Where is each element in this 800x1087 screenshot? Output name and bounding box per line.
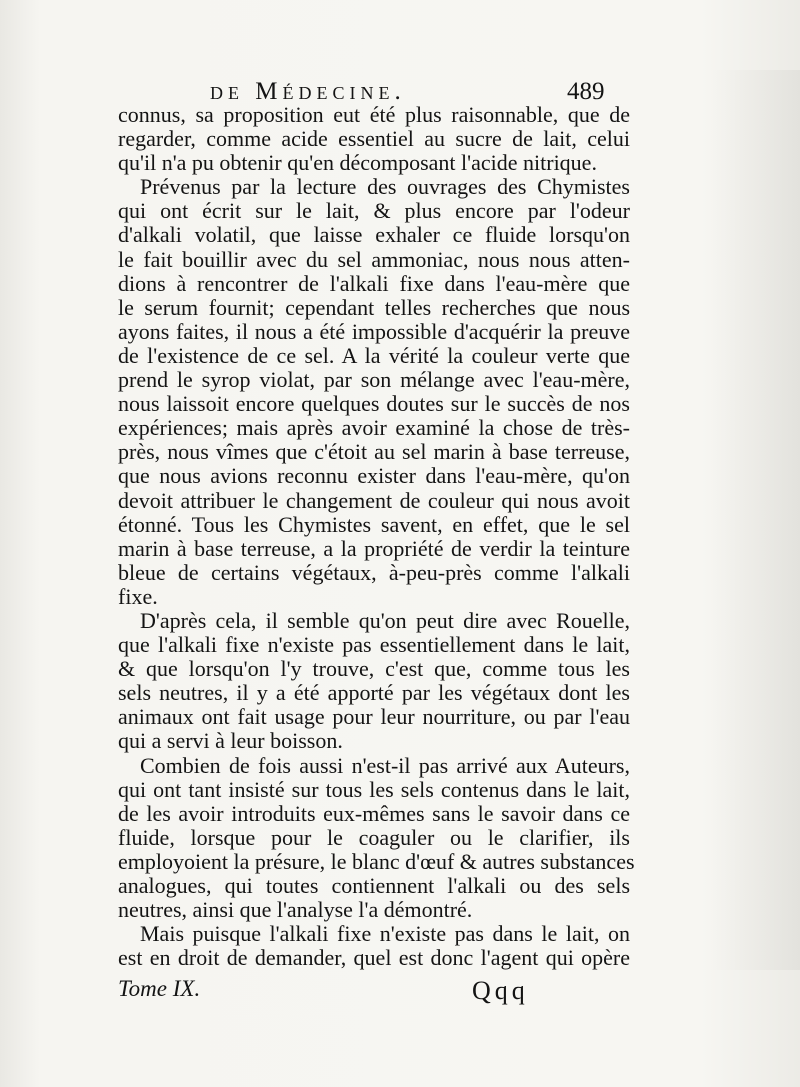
text-line: le serum fournit; cependant telles recherches que nous: [118, 294, 630, 320]
text-line: de l'existence de ce sel. A la vérité la couleur verte que: [118, 342, 630, 368]
text-line: qui ont écrit sur le lait, & plus encore par l'odeur: [118, 198, 630, 224]
text-line: Mais puisque l'alkali fixe n'existe pas dans le lait, on: [140, 921, 630, 947]
text-line: & que lorsqu'on l'y trouve, c'est que, comme tous les: [118, 656, 630, 682]
text-line: D'après cela, il semble qu'on peut dire avec Rouelle,: [140, 607, 630, 633]
text-line: le fait bouillir avec du sel ammoniac, nous nous atten-: [118, 246, 630, 272]
body-text: [118, 102, 635, 971]
text-line: ayons faites, il nous a été impossible d'acquérir la preuve: [118, 318, 630, 344]
text-line: près, nous vîmes que c'étoit au sel marin à base terreuse,: [118, 439, 630, 465]
text-line: prend le syrop violat, par son mélange avec l'eau-mère,: [118, 367, 630, 393]
text-line: fluide, lorsque pour le coaguler ou le clarifier, ils: [118, 824, 630, 850]
signature-mark: Qqq: [472, 976, 529, 1005]
running-title: de Médecine.: [210, 78, 406, 105]
text-line: Combien de fois aussi n'est-il pas arrivé aux Auteurs,: [140, 752, 630, 778]
text-line: que l'alkali fixe n'existe pas essentiellement dans le lait,: [118, 632, 630, 658]
text-line: que nous avions reconnu exister dans l'eau-mère, qu'on: [118, 463, 630, 489]
text-line: bleue de certains végétaux, à-peu-près comme l'alkali: [118, 559, 630, 585]
text-line: qu'il n'a pu obtenir qu'en décomposant l'acide nitrique.: [118, 150, 597, 176]
page-number: 489: [567, 78, 605, 105]
text-line: étonné. Tous les Chymistes savent, en effet, que le sel: [118, 511, 630, 537]
text-line: Prévenus par la lecture des ouvrages des Chymistes: [140, 174, 630, 200]
text-line: neutres, ainsi que l'analyse l'a démontré.: [118, 897, 473, 923]
text-line: est en droit de demander, quel est donc l'agent qui opère: [118, 945, 630, 971]
text-line: connus, sa proposition eut été plus raisonnable, que de: [118, 102, 630, 127]
text-line: fixe.: [118, 583, 158, 609]
text-line: nous laissoit encore quelques doutes sur le succès de nos: [118, 391, 630, 417]
text-line: analogues, qui toutes contiennent l'alkali ou des sels: [118, 873, 630, 898]
text-line: dions à rencontrer de l'alkali fixe dans l'eau-mère que: [118, 270, 630, 296]
text-line: devoit attribuer le changement de couleur qui nous avoit: [118, 487, 630, 513]
text-line: sels neutres, il y a été apporté par les végétaux dont les: [118, 680, 630, 706]
text-line: expériences; mais après avoir examiné la chose de très-: [118, 415, 630, 441]
text-line: qui a servi à leur boisson.: [118, 728, 343, 754]
text-line: qui ont tant insisté sur tous les sels contenus dans le lait,: [118, 776, 630, 802]
text-line: d'alkali volatil, que laisse exhaler ce fluide lorsqu'on: [118, 222, 630, 248]
volume-label: Tome IX.: [118, 976, 201, 1001]
show-through-shadow: [710, 70, 800, 970]
page-footer: [0, 976, 800, 1010]
text-line: de les avoir introduits eux-mêmes sans le savoir dans ce: [118, 800, 630, 826]
text-line: regarder, comme acide essentiel au sucre de lait, celui: [118, 126, 630, 152]
text-line: employoient la présure, le blanc d'œuf & autres substances: [118, 848, 635, 874]
text-line: marin à base terreuse, a la propriété de verdir la teinture: [118, 535, 630, 561]
text-line: animaux ont fait usage pour leur nourriture, ou par l'eau: [118, 704, 630, 730]
